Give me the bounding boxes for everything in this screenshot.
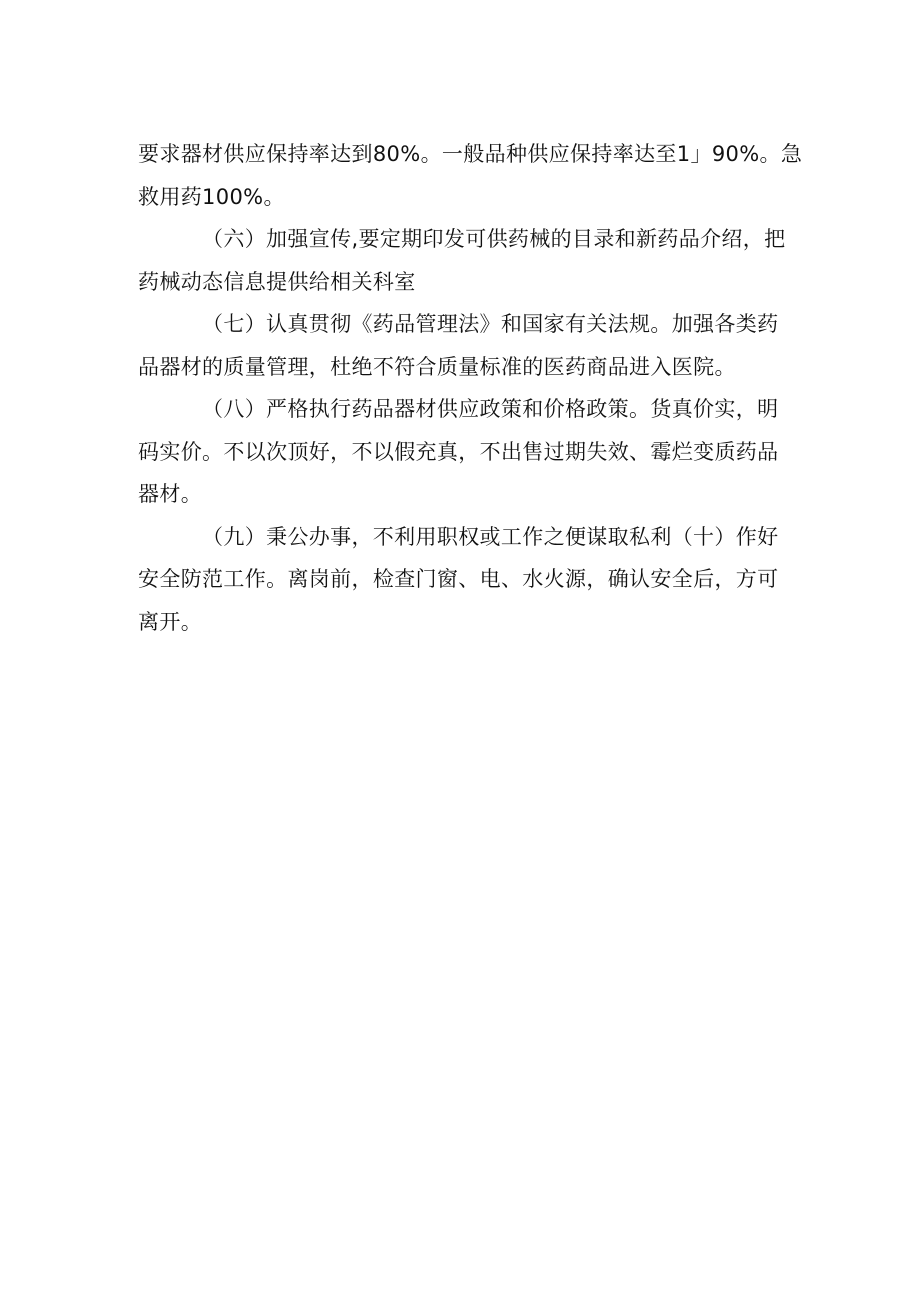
text-line: （八）严格执行药品器材供应政策和价格政策。货真价实，明 xyxy=(202,397,779,421)
text-line: 救用药100%。 xyxy=(138,184,285,209)
text-line: 要求器材供应保持率达到80%。一般品种供应保持率达至1」90%。急 xyxy=(138,142,803,166)
text-line: （七）认真贯彻《药品管理法》和国家有关法规。加强各类药 xyxy=(202,312,779,336)
paragraph-item-7 xyxy=(138,303,788,388)
paragraph-item-9-10 xyxy=(138,516,788,644)
paragraph-item-6 xyxy=(138,218,788,303)
text-line: 品器材的质量管理，杜绝不符合质量标准的医药商品进入医院。 xyxy=(138,354,736,379)
text-line: 码实价。不以次顶好，不以假充真，不出售过期失效、霉烂变质药品 xyxy=(138,439,779,464)
text-line: 药械动态信息提供给相关科室 xyxy=(138,269,416,294)
paragraph-supply-rate xyxy=(138,133,803,218)
paragraph-item-8 xyxy=(138,388,788,516)
text-line: （九）秉公办事，不利用职权或工作之便谋取私利（十）作好 xyxy=(202,524,779,549)
text-line: 安全防范工作。离岗前，检查门窗、电、水火源，确认安全后，方可 xyxy=(138,567,779,591)
text-line: 器材。 xyxy=(138,482,203,506)
document-body xyxy=(138,133,803,643)
text-line: （六）加强宣传,要定期印发可供药械的目录和新药品介绍，把 xyxy=(202,227,786,251)
text-line: 离开。 xyxy=(138,609,203,634)
